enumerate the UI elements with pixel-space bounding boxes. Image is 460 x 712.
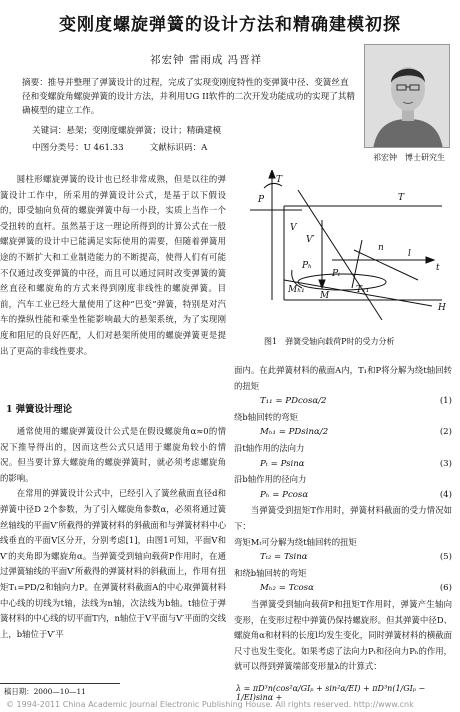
equation-2-label: 绕b轴回转的弯矩: [234, 411, 298, 422]
fig-label-load: P: [258, 195, 265, 205]
fig-label-t-axis: t: [436, 263, 440, 273]
section-paragraph-1: 通常使用的螺旋弹簧设计公式是在假设螺旋角α≈0的情况下推导得出的，因而这些公式只适用于螺旋角较小的情况。但当要计算大螺旋角的螺旋弹簧时，就必须考虑螺旋角的影响。: [0, 426, 226, 483]
fig-label-plane-v: V: [290, 223, 297, 233]
copyright-watermark: © 1994-2011 China Academic Journal Electronic Publishing House. All rights reserved. http://www.cnk: [6, 700, 414, 709]
author-photo: [364, 44, 450, 148]
intro-paragraph: 圆柱形螺旋弹簧的设计也已经非常成熟，但是以往的弹簧设计工作中，所采用的弹簧设计公式，是基于以下假设的，即受轴向负荷的螺旋弹簧中每一小段，实质上当作一个受扭转的直杆。虽然基于这一理论所得到的计算公式在一般螺旋弹簧的设计中已能满足实际使用的需要，但随着弹簧用途的不断扩大和工业制造能力的不断提高，使得人们有可能不仅通过改变弹簧的中径，而且可以通过同时改变弹簧的簧丝直径和螺旋角的方式来得到刚度非线性的螺旋弹簧。目前，汽车工业已经大量使用了这种“巴变”弹簧，特别是对汽车的操纵性能和乘坐性能影响最大的悬架系统，为了实现刚度和阻尼的良好匹配，人们对悬架所使用的螺旋弹簧更是提出了更高的非线性要求。: [0, 174, 226, 356]
spring-force-diagram: [232, 170, 452, 330]
torque-paragraph: 当弹簧受到扭矩T作用时，弹簧材料截面的受力情况如下：: [234, 505, 452, 531]
equation-3: Pₜ = Psinα (3): [260, 458, 452, 469]
portrait-image: [365, 45, 450, 148]
received-date-footnote: 稿日期：2000—10—11: [4, 687, 86, 696]
paper-title: 变刚度螺旋弹簧的设计方法和精确建模初探: [59, 15, 401, 35]
fig-label-l: l: [408, 249, 411, 259]
section-paragraph-2: 在常用的弹簧设计公式中，已经引入了簧丝截面直径d和弹簧中径D 2个参数，为了引入螺旋角参数α，必须将通过簧丝轴线的平面V′所截得的弹簧材料的斜截面和与弹簧材料中心线垂直的平面V区分开，分别考虑[1]，由图1可知，平面V和V′的夹角即为螺旋角α。当弹簧受到轴向载荷P作用时，在通过弹簧轴线的平面V′所截得的弹簧材料的斜截面上，作用有扭矩T₁=PD/2和轴向力P。在弹簧材料截面A的中心取弹簧材料中心线的切线为t轴，法线为n轴，次法线为b轴。t轴位于弹簧材料的中心线的切平面T内，n轴位于V平面与V′平面的交线上，b轴位于V′平: [0, 488, 226, 639]
fig-label-radial-force: Pₕ: [302, 261, 312, 271]
equation-2: Mₕ₁ = PDsinα/2 (2): [260, 427, 452, 438]
fig-label-n-axis: n: [378, 243, 384, 253]
fig-label-tangent: T: [398, 193, 405, 203]
equation-4: Pₕ = Pcosα (4): [260, 489, 452, 500]
equation-5: Tₜ₂ = Tsinα (5): [260, 552, 452, 563]
fig-label-normal-force: Pₜ: [332, 269, 341, 279]
figure-caption: 图1 弹簧受轴向载荷P时的受力分析: [264, 337, 395, 346]
document-code: 文献标识码：A: [149, 143, 208, 153]
fig-label-h: H: [438, 303, 446, 313]
author-list: 祁宏钟 雷雨成 冯晋祥: [150, 54, 263, 66]
right-intro-paragraph: 面内。在此弹簧材料的截面A内，T₁和P将分解为绕t轴回转的扭矩: [234, 365, 452, 391]
footnote-divider: [0, 683, 120, 684]
classification-number: 中图分类号：U 461.33: [32, 143, 124, 153]
classification-line: [32, 141, 207, 153]
fig-label-torque: T: [276, 175, 283, 185]
equation-5-label: 弯矩Mₜ可分解为绕t轴回转的扭矩: [234, 536, 357, 547]
deflection-equation: λ = πD³n(cos²α/GIₚ + sin²α/EI) + πD³n(1/GIₚ − 1/EI)sinα +: [236, 684, 426, 702]
fig-label-torque-component: T₁₁: [356, 285, 370, 295]
force-diagram-figure: [232, 170, 452, 330]
equation-3-label: 沿t轴作用的法向力: [234, 442, 305, 453]
section-heading: 1 弹簧设计理论: [6, 404, 73, 415]
section-body: [0, 424, 226, 642]
fig-label-m: M: [320, 291, 330, 301]
fig-label-moment: Mₕ₁: [288, 285, 305, 295]
equation-1: T₁₁ = PDcosα/2 (1): [260, 396, 452, 407]
abstract-text: 摘要：推导并整理了弹簧设计的过程，完成了实现变刚度特性的变弹簧中径、变簧丝直径和变螺旋角螺旋弹簧的设计方法，并利用UG II软件的二次开发功能成功的实现了其精确模型的建立工作。: [22, 78, 356, 116]
photo-caption: 祁宏钟 博士研究生: [373, 153, 445, 162]
equation-6: Mₕ₂ = Tcosα (6): [260, 583, 452, 594]
intro-column: [0, 172, 226, 359]
combined-load-paragraph: 当弹簧受到轴向载荷P和扭矩T作用时，弹簧产生轴向变形，在变形过程中弹簧仍保持螺旋形。但其弹簧中径D、螺旋角α和材料的长度l均发生变化，同时弹簧材料的横截面尺寸也发生变化。如果考虑了法向力Pₜ和径向力Pₕ的作用，就可以得到弹簧端部变形量λ的计算式：: [234, 598, 452, 672]
equation-6-label: 和绕b轴回转的弯矩: [234, 567, 307, 578]
equations-column: [234, 363, 452, 675]
keywords-line: 关键词：悬架；变刚度螺旋弹簧；设计；精确建模: [32, 126, 222, 136]
equation-4-label: 沿b轴作用的径向力: [234, 474, 307, 485]
fig-label-plane-v-prime: V′: [306, 235, 315, 245]
